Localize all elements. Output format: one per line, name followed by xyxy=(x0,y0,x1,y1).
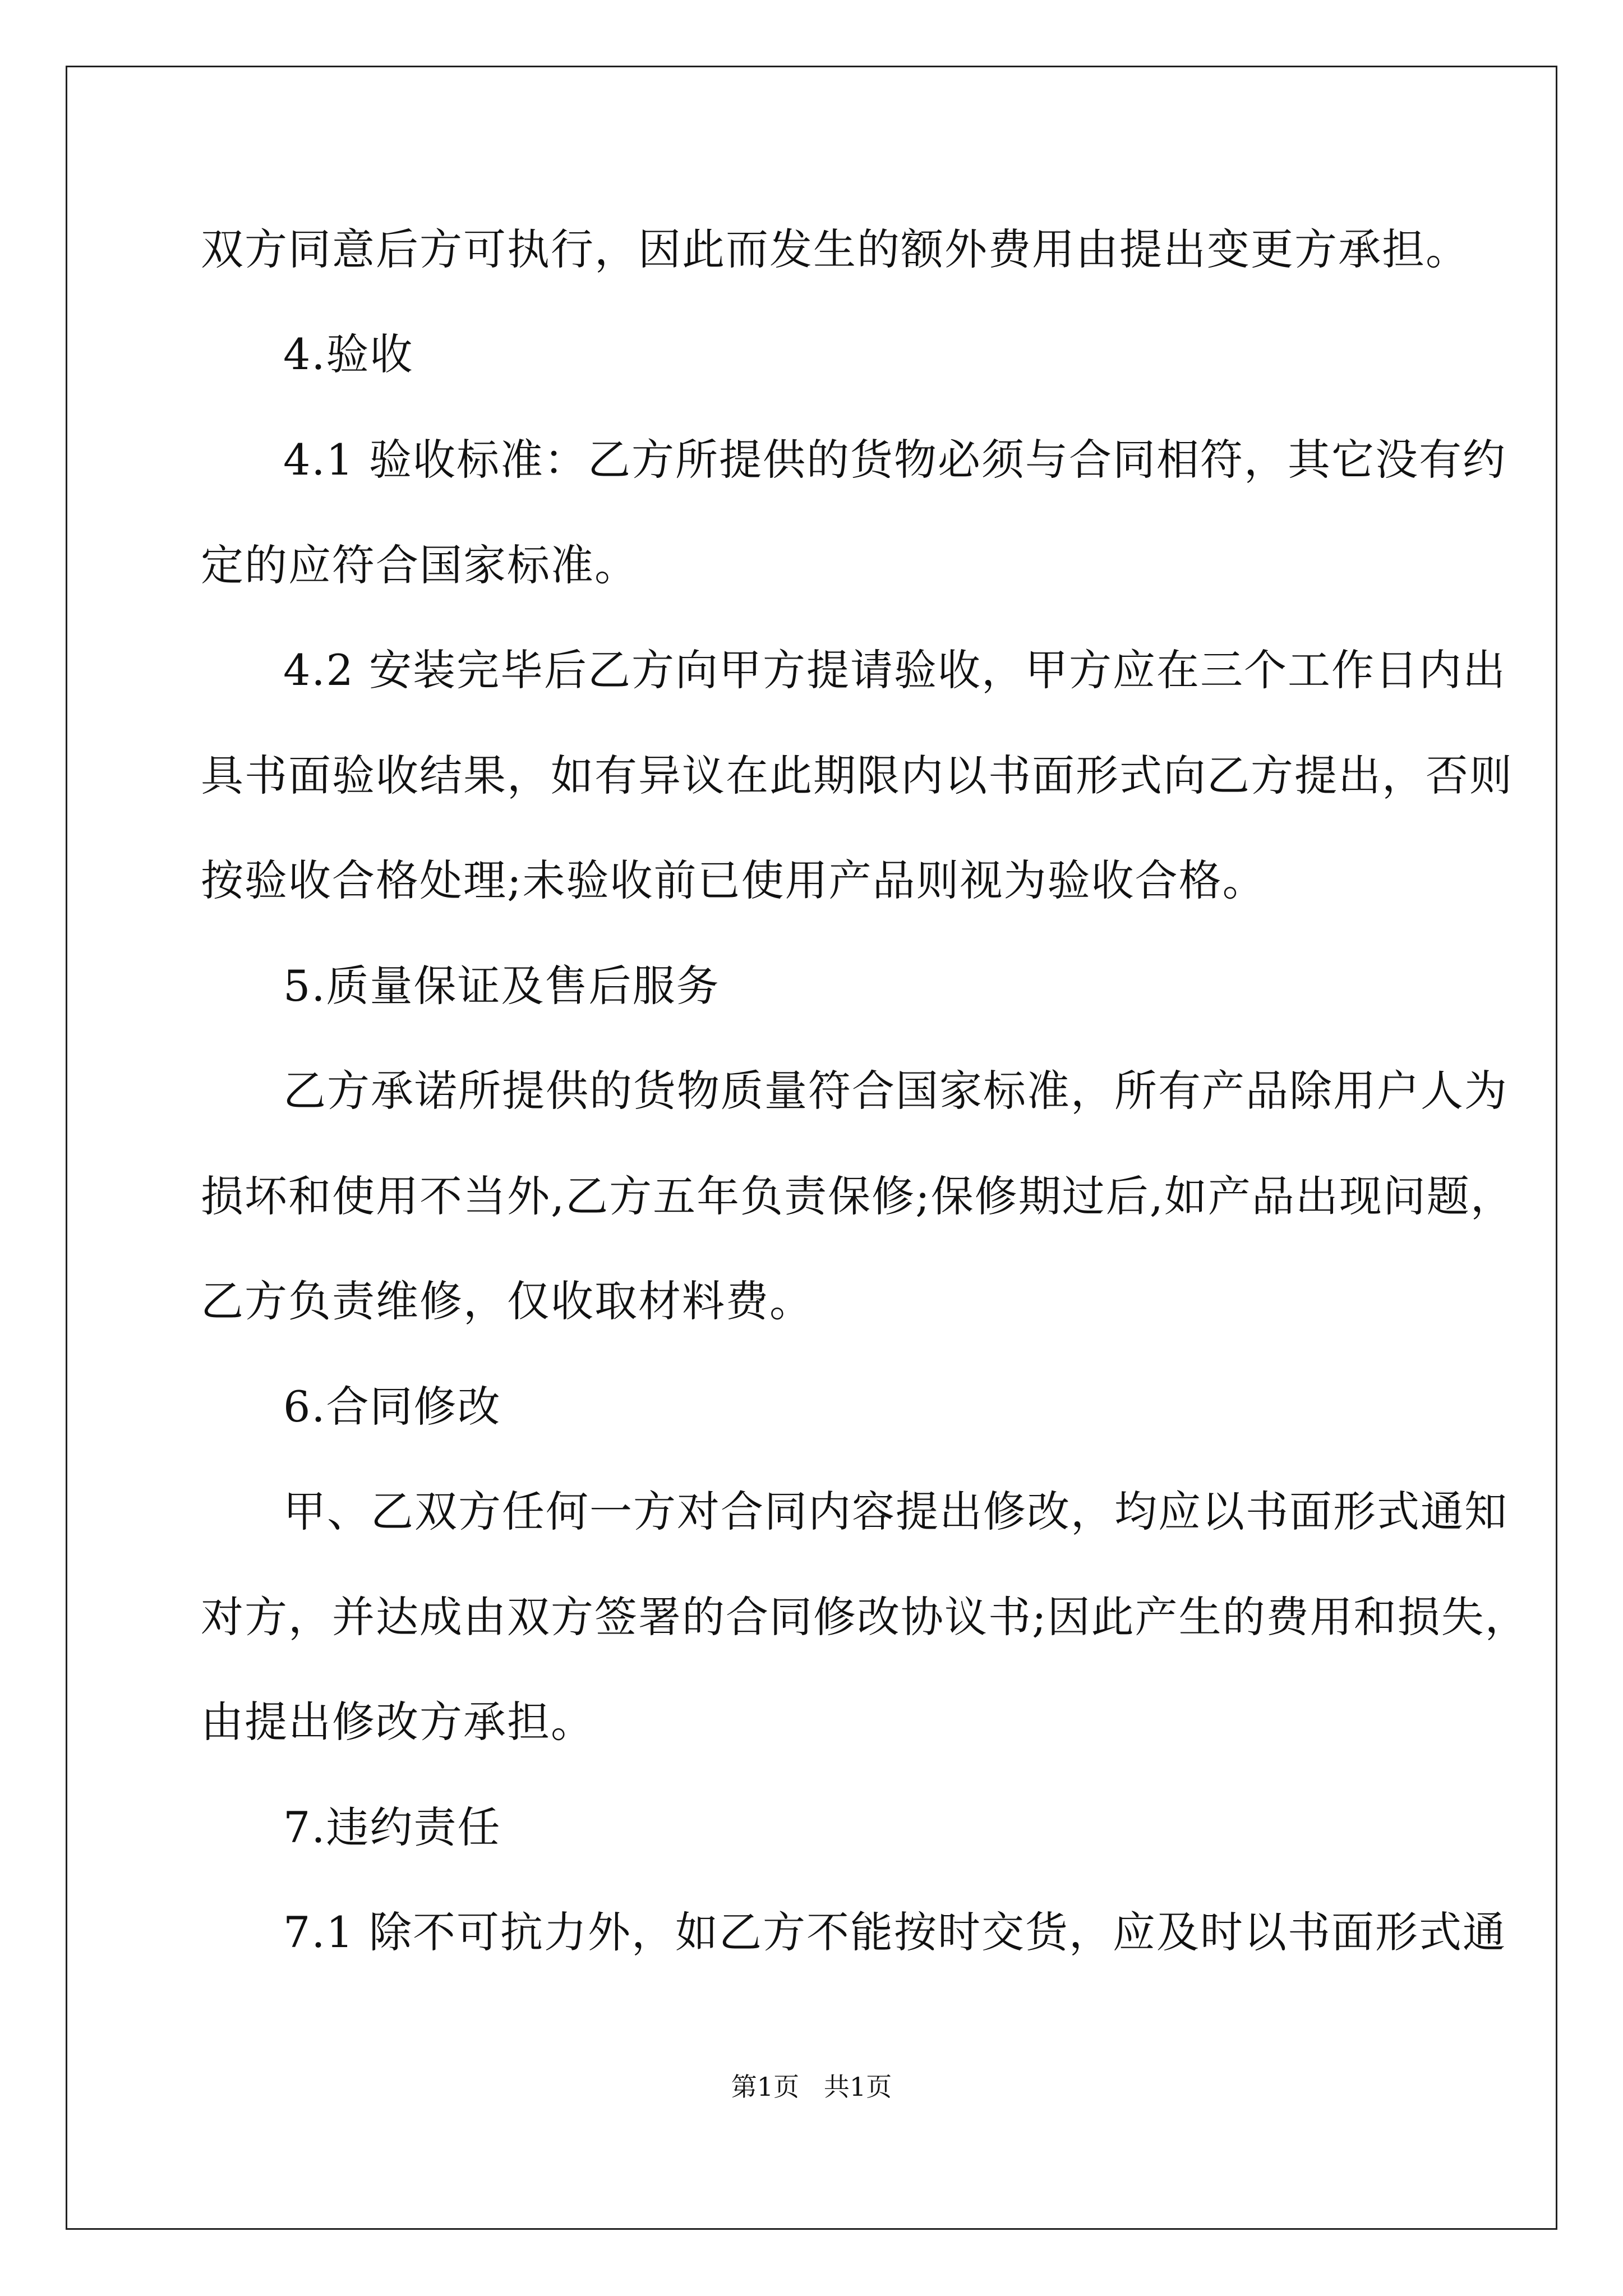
page-footer: 第1页 共1页 xyxy=(731,2072,892,2102)
paragraph-line: 损坏和使用不当外,乙方五年负责保修;保修期过后,如产品出现问题， xyxy=(201,1171,1514,1221)
paragraph-line: 具书面验收结果，如有异议在此期限内以书面形式向乙方提出，否则 xyxy=(201,751,1513,800)
paragraph-line: 定的应符合国家标准。 xyxy=(201,540,638,590)
paragraph-line: 甲、乙双方任何一方对合同内容提出修改，均应以书面形式通知 xyxy=(283,1487,1508,1536)
paragraph-line: 由提出修改方承担。 xyxy=(201,1697,594,1747)
paragraph-line: 乙方承诺所提供的货物质量符合国家标准，所有产品除用户人为 xyxy=(283,1066,1508,1116)
section-heading: 4.验收 xyxy=(283,329,414,379)
paragraph-line: 4.2 安装完毕后乙方向甲方提请验收，甲方应在三个工作日内出 xyxy=(283,645,1507,695)
paragraph-line: 双方同意后方可执行，因此而发生的额外费用由提出变更方承担。 xyxy=(201,224,1469,274)
paragraph-line: 对方，并达成由双方签署的合同修改协议书;因此产生的费用和损失， xyxy=(201,1592,1529,1642)
paragraph-line: 4.1 验收标准：乙方所提供的货物必须与合同相符，其它没有约 xyxy=(283,435,1507,485)
paragraph-line: 按验收合格处理;未验收前已使用产品则视为验收合格。 xyxy=(201,855,1266,905)
section-heading: 5.质量保证及售后服务 xyxy=(283,961,720,1011)
section-heading: 7.违约责任 xyxy=(283,1802,501,1852)
section-heading: 6.合同修改 xyxy=(283,1382,501,1432)
paragraph-line: 7.1 除不可抗力外，如乙方不能按时交货，应及时以书面形式通 xyxy=(283,1907,1507,1957)
paragraph-line: 乙方负责维修，仅收取材料费。 xyxy=(201,1276,813,1326)
